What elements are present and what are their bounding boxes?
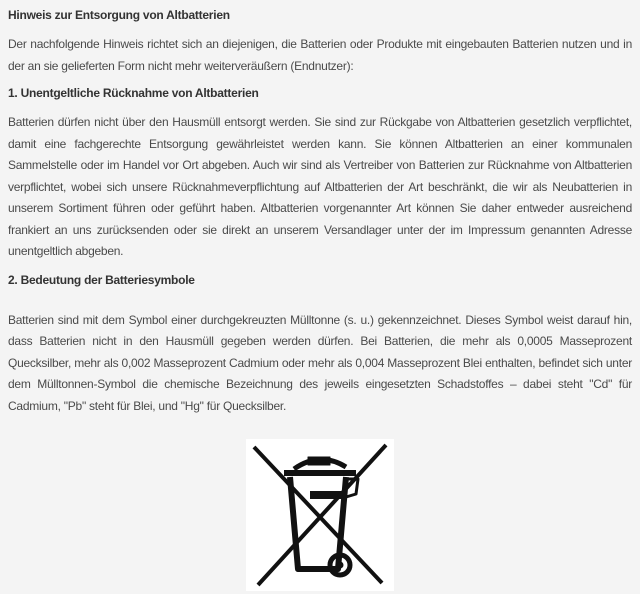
crossed-out-wheelie-bin-icon [246,439,394,591]
section-heading-symbols: 2. Bedeutung der Batteriesymbole [8,272,195,287]
section-text-symbols: Batterien sind mit dem Symbol einer durchgekreuzten Mülltonne (s. u.) gekennzeichnet. Dieses Symbol weist darauf hin, dass Batterien nicht in den Hausmüll gegeben werden dürfen. Bei Batterien, die mehr als 0,0005 Masseprozent Quecksilber, mehr als 0,002 Masseprozent Cadmium oder mehr als 0,004 Masseprozent Blei enthalten, befindet sich unter dem Mülltonnen-Symbol die chemische Bezeichnung des jeweils eingesetzten Schadstoffes – dabei steht "Cd" für Cadmium, "Pb" steht für Blei, und "Hg" für Quecksilber. [8,312,632,413]
section-heading-return: 1. Unentgeltliche Rücknahme von Altbatterien [8,86,259,100]
page-title: Hinweis zur Entsorgung von Altbatterien [8,8,230,22]
intro-paragraph: Der nachfolgende Hinweis richtet sich an diejenigen, die Batterien oder Produkte mit eingebauten Batterien nutzen und in der an sie gelieferten Form nicht mehr weiterveräußern (Endnutzer): [8,37,632,73]
section-text-return: Batterien dürfen nicht über den Hausmüll entsorgt werden. Sie sind zur Rückgabe von Altbatterien gesetzlich verpflichtet, damit eine fachgerechte Entsorgung gewährleistet werden kann. Sie können Altbatterien an einer kommunalen Sammelstelle oder im Handel vor Ort abgeben. Auch wir sind als Vertreiber von Batterien zur Rücknahme von Altbatterien verpflichtet, wobei sich unsere Rücknahmeverpflichtung auf Altbatterien der Art beschränkt, die wir als Neubatterien in unserem Sortiment führen oder geführt haben. Altbatterien vorgenannter Art können Sie daher entweder ausreichend frankiert an uns zurücksenden oder sie direkt an unserem Versandlager unter der im Impressum genannten Adresse unentgeltlich abgeben. [8,115,632,258]
